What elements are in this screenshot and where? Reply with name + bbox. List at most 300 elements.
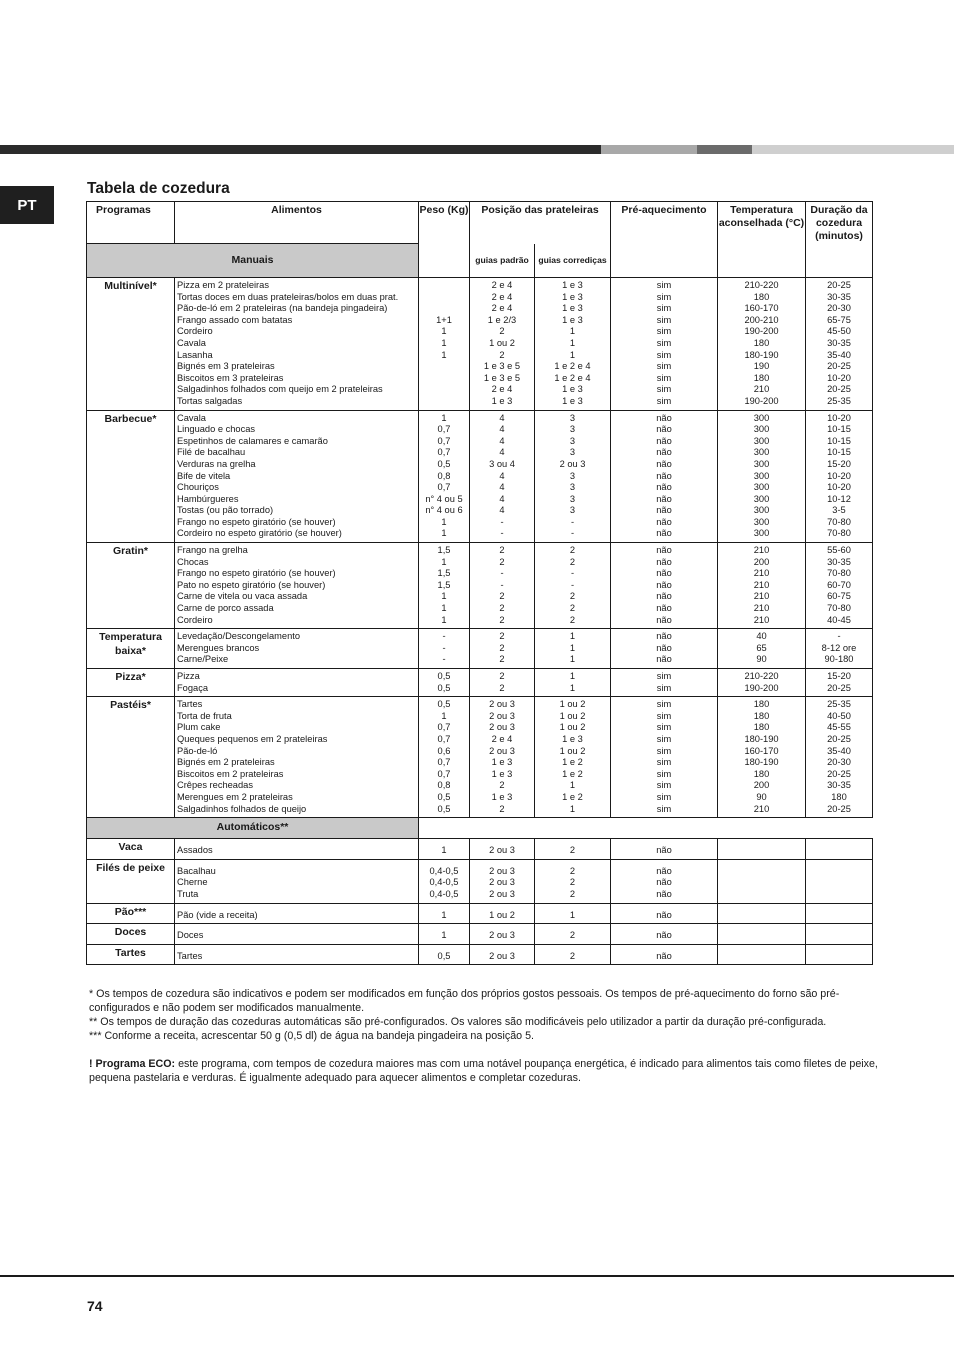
weight-values: [419, 669, 470, 697]
duration-values-line: 90-180: [824, 654, 854, 665]
duration-values: [806, 629, 873, 669]
weight-values-line: 1: [441, 930, 447, 941]
temperature-values-line: 300: [753, 435, 770, 446]
footer-rule: [0, 1275, 954, 1277]
slide-position-values: [535, 859, 611, 903]
std-position-values-line: 1 e 3 e 5: [483, 372, 521, 383]
table-row: [87, 410, 873, 543]
preheat-values-line: não: [656, 424, 672, 435]
page-title: Tabela de cozedura: [87, 180, 230, 197]
std-position-values-line: 2: [499, 642, 505, 653]
duration-values-line: 30-35: [827, 337, 851, 348]
preheat-values-line: sim: [656, 682, 672, 693]
std-position-values-line: -: [500, 568, 504, 579]
std-position-values-line: 1 e 3 e 5: [483, 361, 521, 372]
preheat-values-line: sim: [656, 384, 672, 395]
duration-values-line: 70-80: [827, 603, 851, 614]
temperature-values: [718, 629, 806, 669]
duration-values-line: 35-40: [827, 349, 851, 360]
slide-position-values-line: 3: [569, 470, 576, 481]
food-list: [175, 410, 419, 543]
std-position-values-line: 2 ou 3: [489, 722, 515, 733]
std-position-values: [470, 669, 535, 697]
slide-position-values-line: 3: [569, 493, 576, 504]
duration-values-line: 20-25: [827, 280, 851, 290]
weight-values: [419, 924, 470, 945]
weight-values: [419, 697, 470, 818]
footnote-3: *** Conforme a receita, acrescentar 50 g (0,5 dl) de água na bandeja pingadeira na posição 5.: [89, 1030, 535, 1042]
slide-position-values-line: 1 e 3: [562, 395, 583, 406]
preheat-values-line: não: [656, 516, 672, 527]
preheat-values-line: não: [656, 865, 672, 876]
preheat-values: [611, 903, 718, 924]
food-list-line: Merengues brancos: [177, 642, 260, 653]
temperature-values: [718, 839, 806, 860]
std-position-values-line: -: [500, 579, 504, 590]
food-list-line: Levedação/Descongelamento: [177, 631, 301, 642]
slide-position-values: [535, 629, 611, 669]
std-position-values: [470, 629, 535, 669]
preheat-values-line: sim: [656, 671, 672, 681]
preheat-values-line: sim: [656, 280, 672, 290]
weight-values-line: 0,7: [437, 447, 451, 458]
std-position-values-line: 4: [499, 482, 505, 493]
temperature-values-line: 180-190: [744, 733, 779, 744]
duration-values-line: 40-45: [827, 614, 851, 625]
food-list-line: Merengues em 2 prateleiras: [177, 791, 293, 802]
slide-position-values-line: 3: [569, 412, 576, 423]
duration-values-line: 35-40: [827, 745, 851, 756]
program-name: Tartes: [87, 944, 175, 965]
cooking-table: [86, 201, 873, 965]
weight-values-line: 0,5: [437, 803, 451, 814]
std-position-values-line: 1 ou 2: [489, 337, 515, 348]
weight-values: [419, 629, 470, 669]
food-list-line: Salgadinhos folhados com queijo em 2 prateleiras: [177, 384, 383, 395]
weight-values-line: 0,7: [437, 435, 451, 446]
duration-values-line: 45-50: [827, 326, 851, 337]
std-position-values: [470, 839, 535, 860]
weight-values-line: 1: [441, 412, 447, 423]
preheat-values: [611, 543, 718, 629]
temperature-values-line: 300: [753, 505, 770, 516]
food-list-line: Hambúrgueres: [177, 493, 239, 504]
std-position-values-line: 4: [499, 435, 505, 446]
slide-position-values-line: 1 ou 2: [559, 710, 586, 721]
duration-values-line: 45-55: [827, 722, 851, 733]
table-row: [87, 543, 873, 629]
temperature-values-line: 190-200: [744, 326, 779, 337]
temperature-values: [718, 410, 806, 543]
temperature-values-line: 210: [753, 603, 770, 614]
weight-values-line: 0,5: [437, 950, 451, 961]
weight-values-line: 0,7: [437, 757, 451, 768]
weight-values-line: [419, 361, 469, 373]
duration-values-line: 3-5: [832, 505, 846, 516]
slide-position-values-line: 3: [569, 424, 576, 435]
slide-position-values: [535, 278, 611, 411]
weight-values: [419, 543, 470, 629]
duration-values-line: 60-70: [827, 579, 851, 590]
std-position-values-line: 2: [499, 803, 505, 814]
duration-values-line: 20-25: [827, 682, 851, 693]
slide-position-values-line: -: [570, 528, 575, 539]
slide-position-values-line: 2: [569, 591, 576, 602]
slide-position-values-line: 1 e 3: [562, 280, 583, 290]
std-position-values: [470, 543, 535, 629]
temperature-values: [718, 859, 806, 903]
temperature-values-line: 180: [753, 699, 770, 710]
weight-values-line: 0,5: [437, 458, 451, 469]
slide-position-values-line: 2: [569, 865, 576, 876]
preheat-values-line: não: [656, 631, 672, 642]
slide-position-values-line: 3: [569, 447, 576, 458]
food-list-line: Cherne: [177, 877, 208, 888]
std-position-values-line: 2 ou 3: [489, 745, 515, 756]
duration-values-line: 15-20: [827, 671, 851, 681]
weight-values-line: 1: [441, 909, 447, 920]
food-list: [175, 944, 419, 965]
preheat-values-line: sim: [656, 780, 672, 791]
slide-position-values-line: 1 e 2 e 4: [554, 361, 591, 372]
std-position-values-line: 2 e 4: [491, 733, 513, 744]
food-list-line: Frango no espeto giratório (se houver): [177, 568, 336, 579]
duration-values-line: 10-20: [827, 482, 851, 493]
temperature-values-line: 210: [753, 803, 770, 814]
duration-values-line: 70-80: [827, 516, 851, 527]
weight-values: [419, 410, 470, 543]
duration-values-line: 70-80: [827, 528, 851, 539]
slide-position-values-line: 1 e 2: [562, 757, 583, 768]
std-position-values-line: 3 ou 4: [489, 458, 515, 469]
temperature-values-line: 210: [753, 545, 770, 556]
slide-position-values-line: 1 e 3: [562, 291, 583, 302]
weight-values-line: [419, 396, 469, 408]
preheat-values-line: não: [656, 470, 672, 481]
slide-position-values-line: 1 e 2: [562, 768, 583, 779]
header-bar-mid: [601, 145, 697, 154]
col-header-peso: Peso (Kg): [419, 202, 470, 278]
weight-values-line: 1: [441, 845, 447, 856]
std-position-values-line: 2: [499, 326, 505, 337]
food-list-line: Tostas (ou pão torrado): [177, 505, 274, 516]
preheat-values-line: não: [656, 505, 672, 516]
temperature-values-line: 180-190: [744, 349, 779, 360]
weight-values: [419, 859, 470, 903]
food-list-line: Lasanha: [177, 349, 213, 360]
food-list: [175, 278, 419, 411]
slide-position-values-line: 1 e 2: [562, 791, 583, 802]
weight-values-line: 1: [441, 528, 447, 539]
slide-position-values-line: 2: [569, 845, 576, 856]
std-position-values-line: 2: [499, 631, 505, 642]
preheat-values-line: sim: [656, 733, 672, 744]
food-list-line: Pão-de-ló: [177, 745, 218, 756]
temperature-values-line: 180: [753, 337, 770, 348]
std-position-values: [470, 903, 535, 924]
preheat-values: [611, 839, 718, 860]
std-position-values: [470, 278, 535, 411]
weight-values-line: n° 4 ou 5: [425, 493, 463, 504]
duration-values-line: 20-25: [827, 768, 851, 779]
preheat-values-line: não: [656, 591, 672, 602]
slide-position-values-line: 1: [569, 326, 576, 337]
weight-values-line: [419, 373, 469, 385]
temperature-values-line: 300: [753, 528, 770, 539]
slide-position-values: [535, 924, 611, 945]
slide-position-values-line: 1 ou 2: [559, 722, 586, 733]
slide-position-values-line: 1: [569, 349, 576, 360]
footnotes: [89, 987, 889, 1085]
std-position-values-line: 1 e 3: [491, 757, 513, 768]
food-list: [175, 543, 419, 629]
food-list-line: Bignés em 2 prateleiras: [177, 757, 275, 768]
std-position-values-line: 1 e 3: [491, 395, 513, 406]
weight-values-line: 0,5: [437, 791, 451, 802]
preheat-values-line: não: [656, 845, 672, 856]
std-position-values-line: 2: [499, 614, 505, 625]
std-position-values-line: 2: [499, 545, 505, 556]
col-header-preaquecimento: Pré-aquecimento: [611, 202, 718, 278]
duration-values-line: 8-12 ore: [821, 642, 857, 653]
food-list-line: Tortas salgadas: [177, 395, 243, 406]
blank-cell: [419, 818, 873, 839]
food-list-line: Frango no espeto giratório (se houver): [177, 516, 336, 527]
temperature-values-line: 190: [753, 361, 770, 372]
duration-values-line: 10-12: [827, 493, 851, 504]
std-position-values-line: 4: [499, 470, 505, 481]
slide-position-values-line: 2: [569, 930, 576, 941]
weight-values-line: [419, 303, 469, 315]
preheat-values-line: sim: [656, 314, 672, 325]
food-list-line: Assados: [177, 845, 213, 856]
preheat-values-line: sim: [656, 372, 672, 383]
slide-position-values-line: 1 e 3: [562, 384, 583, 395]
eco-note: [89, 1057, 889, 1085]
slide-position-values-line: 2: [569, 614, 576, 625]
preheat-values-line: sim: [656, 303, 672, 314]
temperature-values-line: 300: [753, 424, 770, 435]
temperature-values-line: 210-220: [744, 280, 779, 290]
food-list-line: Bife de vitela: [177, 470, 231, 481]
food-list-line: Cordeiro: [177, 326, 213, 337]
col-header-duracao: Duração da cozedura (minutos): [806, 202, 873, 278]
slide-position-values-line: 1: [569, 671, 576, 681]
std-position-values-line: 1 e 3: [491, 791, 513, 802]
slide-position-values: [535, 697, 611, 818]
preheat-values: [611, 669, 718, 697]
std-position-values-line: 2: [499, 556, 505, 567]
preheat-values: [611, 278, 718, 411]
preheat-values-line: não: [656, 568, 672, 579]
duration-values-line: 10-20: [827, 412, 851, 423]
duration-values-line: 15-20: [827, 458, 851, 469]
program-name: Gratin*: [87, 543, 175, 629]
food-list: [175, 859, 419, 903]
temperature-values: [718, 944, 806, 965]
weight-values-line: 1: [441, 516, 447, 527]
slide-position-values-line: 1 e 3: [562, 733, 583, 744]
temperature-values: [718, 278, 806, 411]
weight-values-line: 0,7: [437, 482, 451, 493]
preheat-values-line: não: [656, 877, 672, 888]
temperature-values-line: 210: [753, 591, 770, 602]
table-row: [87, 839, 873, 860]
std-position-values-line: 2: [499, 591, 505, 602]
preheat-values-line: não: [656, 493, 672, 504]
temperature-values-line: 40: [756, 631, 767, 642]
col-header-alimentos: Alimentos: [175, 202, 419, 244]
food-list-line: Chouriços: [177, 482, 219, 493]
food-list-line: Torta de fruta: [177, 710, 232, 721]
slide-position-values-line: 1: [569, 682, 576, 693]
slide-position-values-line: 1: [569, 631, 576, 642]
weight-values-line: 1: [441, 349, 447, 360]
slide-position-values-line: 1: [569, 803, 576, 814]
temperature-values-line: 210: [753, 568, 770, 579]
temperature-values-line: 180: [753, 372, 770, 383]
weight-values-line: 0,7: [437, 424, 451, 435]
food-list-line: Filé de bacalhau: [177, 447, 246, 458]
preheat-values: [611, 944, 718, 965]
duration-values-line: 10-20: [827, 470, 851, 481]
preheat-values-line: sim: [656, 722, 672, 733]
temperature-values-line: 300: [753, 470, 770, 481]
section-manuais: Manuais: [87, 244, 419, 278]
weight-values-line: 1,5: [437, 579, 451, 590]
slide-position-values-line: 1 e 2 e 4: [554, 372, 591, 383]
std-position-values-line: 2: [499, 654, 505, 665]
food-list-line: Cavala: [177, 412, 206, 423]
duration-values-line: 20-25: [827, 361, 851, 372]
temperature-values-line: 190-200: [744, 395, 779, 406]
food-list-line: Linguado e chocas: [177, 424, 256, 435]
std-position-values-line: -: [500, 516, 504, 527]
preheat-values-line: sim: [656, 361, 672, 372]
food-list-line: Queques pequenos em 2 prateleiras: [177, 733, 328, 744]
duration-values-line: 30-35: [827, 291, 851, 302]
preheat-values-line: não: [656, 603, 672, 614]
std-position-values-line: 2 ou 3: [489, 865, 515, 876]
std-position-values-line: 2 ou 3: [489, 710, 515, 721]
std-position-values: [470, 944, 535, 965]
temperature-values-line: 300: [753, 458, 770, 469]
duration-values: [806, 278, 873, 411]
preheat-values-line: sim: [656, 803, 672, 814]
std-position-values-line: -: [500, 528, 504, 539]
food-list-line: Tartes: [177, 699, 203, 710]
temperature-values-line: 90: [756, 654, 767, 665]
slide-position-values-line: 2: [569, 603, 576, 614]
preheat-values-line: não: [656, 482, 672, 493]
std-position-values-line: 1 ou 2: [489, 909, 515, 920]
duration-values: [806, 924, 873, 945]
table-row: [87, 903, 873, 924]
std-position-values-line: 2 ou 3: [489, 699, 515, 710]
slide-position-values-line: 1: [569, 654, 576, 665]
duration-values-line: 30-35: [827, 780, 851, 791]
weight-values-line: [419, 292, 469, 304]
food-list-line: Pizza: [177, 671, 200, 681]
slide-position-values-line: 3: [569, 505, 576, 516]
col-header-posicao: Posição das prateleiras: [470, 202, 611, 244]
food-list-line: Cordeiro: [177, 614, 213, 625]
std-position-values-line: 4: [499, 447, 505, 458]
duration-values-line: 10-20: [827, 372, 851, 383]
table-row: [87, 924, 873, 945]
food-list-line: Tartes: [177, 950, 203, 961]
food-list-line: Cordeiro no espeto giratório (se houver): [177, 528, 342, 539]
std-position-values-line: 2 ou 3: [489, 888, 515, 899]
page-number: 74: [87, 1298, 103, 1314]
duration-values-line: 20-25: [827, 733, 851, 744]
food-list-line: Carne de vitela ou vaca assada: [177, 591, 308, 602]
std-position-values-line: 4: [499, 424, 505, 435]
table-row: [87, 697, 873, 818]
preheat-values-line: não: [656, 642, 672, 653]
weight-values: [419, 278, 470, 411]
slide-position-values-line: 1 ou 2: [559, 699, 586, 710]
duration-values-line: 70-80: [827, 568, 851, 579]
std-position-values-line: 2: [499, 780, 505, 791]
food-list: [175, 839, 419, 860]
weight-values-line: 0,8: [437, 470, 451, 481]
duration-values: [806, 839, 873, 860]
slide-position-values-line: 1: [569, 909, 576, 920]
col-header-temperatura: Temperatura aconselhada (°C): [718, 202, 806, 278]
program-name: Vaca: [87, 839, 175, 860]
preheat-values-line: não: [656, 556, 672, 567]
food-list-line: Plum cake: [177, 722, 221, 733]
duration-values-line: 25-35: [827, 699, 851, 710]
preheat-values-line: sim: [656, 791, 672, 802]
preheat-values-line: sim: [656, 757, 672, 768]
duration-values-line: 10-15: [827, 447, 851, 458]
weight-values: [419, 839, 470, 860]
preheat-values-line: não: [656, 614, 672, 625]
slide-position-values-line: 1 ou 2: [559, 745, 586, 756]
std-position-values-line: 2: [499, 671, 505, 681]
std-position-values-line: 1 e 2/3: [487, 314, 517, 325]
duration-values: [806, 859, 873, 903]
header-bar-dark: [0, 145, 601, 154]
subheader-guias-padrao: guias padrão: [470, 244, 535, 278]
std-position-values-line: 1 e 3: [491, 768, 513, 779]
subheader-guias-corredicas: guias corrediças: [535, 244, 611, 278]
preheat-values-line: não: [656, 528, 672, 539]
program-name: Doces: [87, 924, 175, 945]
preheat-values-line: não: [656, 545, 672, 556]
weight-values: [419, 944, 470, 965]
slide-position-values-line: 3: [569, 435, 576, 446]
slide-position-values-line: 2: [569, 950, 576, 961]
food-list-line: Fogaça: [177, 682, 209, 693]
std-position-values-line: 2 ou 3: [489, 845, 515, 856]
food-list-line: Pizza em 2 prateleiras: [177, 280, 269, 290]
food-list-line: Pão (vide a receita): [177, 909, 258, 920]
preheat-values-line: não: [656, 579, 672, 590]
preheat-values-line: não: [656, 447, 672, 458]
preheat-values-line: não: [656, 654, 672, 665]
duration-values: [806, 669, 873, 697]
footnote-2: ** Os tempos de duração das cozeduras automáticas são pré-configurados. Os valores são modificáveis pelo utilizador a partir da duração pré-configurada.: [89, 1016, 827, 1028]
slide-position-values: [535, 839, 611, 860]
program-name: Pastéis*: [87, 697, 175, 818]
program-name: Filés de peixe: [87, 859, 175, 903]
footnote-1: * Os tempos de cozedura são indicativos e podem ser modificados em função dos próprios gostos pessoais. Os tempos de pré-aquecimento do forno são pré-configurados e não podem ser modificados manualmente.: [89, 988, 840, 1014]
std-position-values-line: 2 ou 3: [489, 877, 515, 888]
food-list-line: Bignés em 3 prateleiras: [177, 361, 275, 372]
